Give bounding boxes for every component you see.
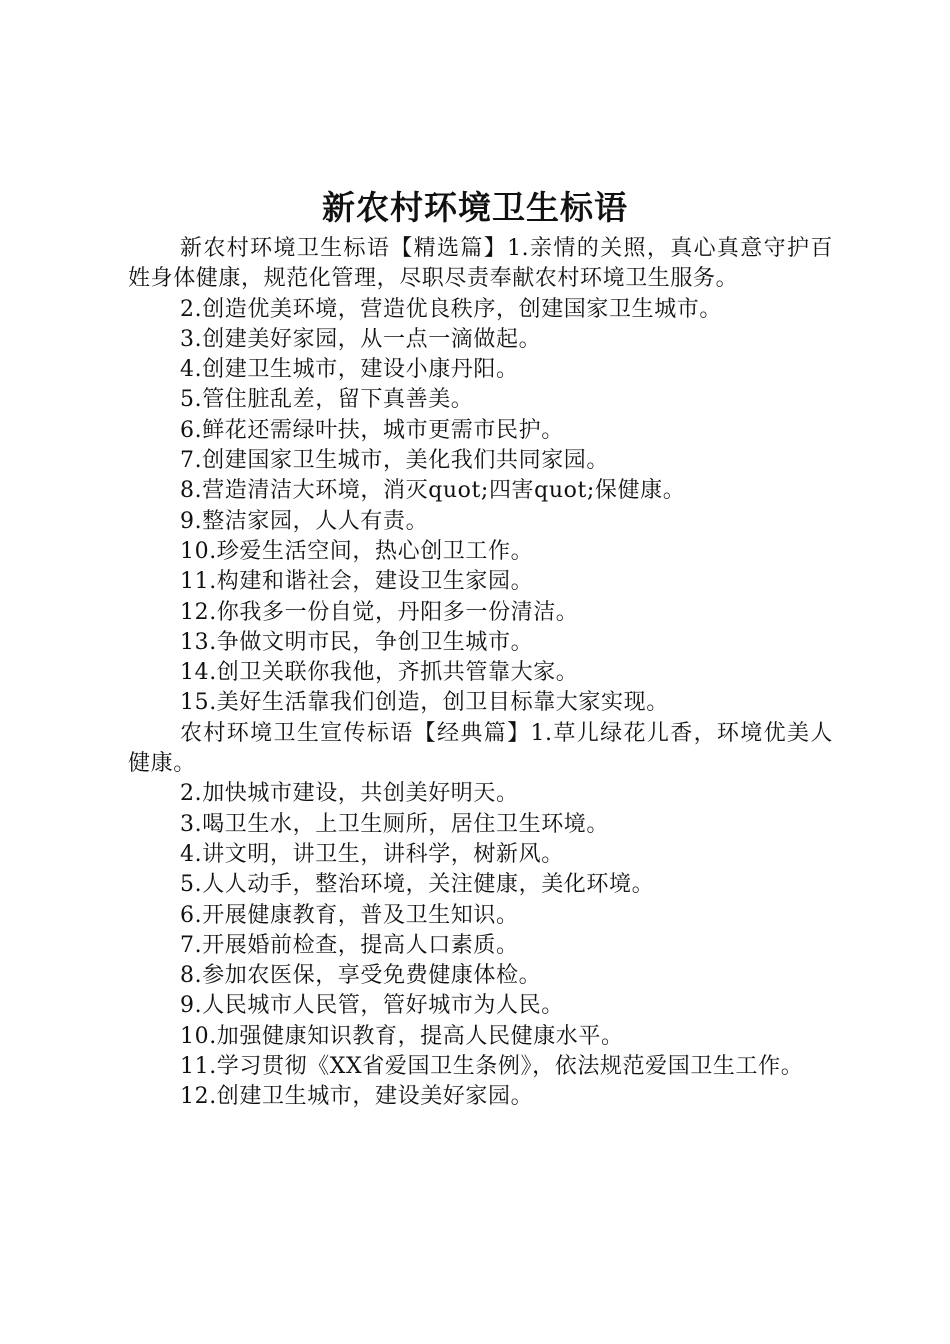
- paragraph: 11.学习贯彻《XX省爱国卫生条例》，依法规范爱国卫生工作。: [180, 1054, 804, 1080]
- paragraph: 12.创建卫生城市，建设美好家园。: [180, 1084, 534, 1110]
- paragraph: 农村环境卫生宣传标语【经典篇】1.草儿绿花儿香，环境优美人健康。: [128, 720, 833, 777]
- paragraph: 10.加强健康知识教育，提高人民健康水平。: [180, 1023, 624, 1049]
- paragraph: 9.整洁家园，人人有责。: [180, 508, 429, 534]
- paragraph: 新农村环境卫生标语【精选篇】1.亲情的关照，真心真意守护百姓身体健康，规范化管理，尽职尽责奉献农村环境卫生服务。: [128, 236, 833, 292]
- paragraph: 2.创造优美环境，营造优良秩序，创建国家卫生城市。: [180, 296, 722, 322]
- document-body: [128, 234, 833, 1113]
- paragraph: 10.珍爱生活空间，热心创卫工作。: [180, 538, 534, 564]
- paragraph: 14.创卫关联你我他，齐抓共管靠大家。: [180, 660, 579, 686]
- paragraph: 6.开展健康教育，普及卫生知识。: [180, 902, 519, 928]
- paragraph: 7.开展婚前检查，提高人口素质。: [180, 932, 519, 958]
- paragraph: 11.构建和谐社会，建设卫生家园。: [180, 569, 534, 595]
- paragraph: 4.创建卫生城市，建设小康丹阳。: [180, 357, 519, 383]
- paragraph: 8.参加农医保，享受免费健康体检。: [180, 963, 542, 989]
- document-title: 新农村环境卫生标语: [322, 188, 628, 227]
- paragraph: 4.讲文明，讲卫生，讲科学，树新风。: [180, 841, 564, 867]
- paragraph: 12.你我多一份自觉，丹阳多一份清洁。: [180, 599, 579, 625]
- paragraph: 2.加快城市建设，共创美好明天。: [180, 781, 519, 807]
- paragraph: 5.人人动手，整治环境，关注健康，美化环境。: [180, 872, 655, 898]
- paragraph: 3.喝卫生水，上卫生厕所，居住卫生环境。: [180, 811, 609, 837]
- paragraph: 6.鲜花还需绿叶扶，城市更需市民护。: [180, 417, 564, 443]
- paragraph: 13.争做文明市民，争创卫生城市。: [180, 629, 534, 655]
- paragraph: 8.营造清洁大环境，消灭quot;四害quot;保健康。: [180, 478, 686, 504]
- paragraph: 15.美好生活靠我们创造，创卫目标靠大家实现。: [180, 690, 669, 716]
- paragraph: 5.管住脏乱差，留下真善美。: [180, 387, 474, 413]
- paragraph: 3.创建美好家园，从一点一滴做起。: [180, 326, 542, 352]
- paragraph: 7.创建国家卫生城市，美化我们共同家园。: [180, 448, 609, 474]
- paragraph: 9.人民城市人民管，管好城市为人民。: [180, 993, 564, 1019]
